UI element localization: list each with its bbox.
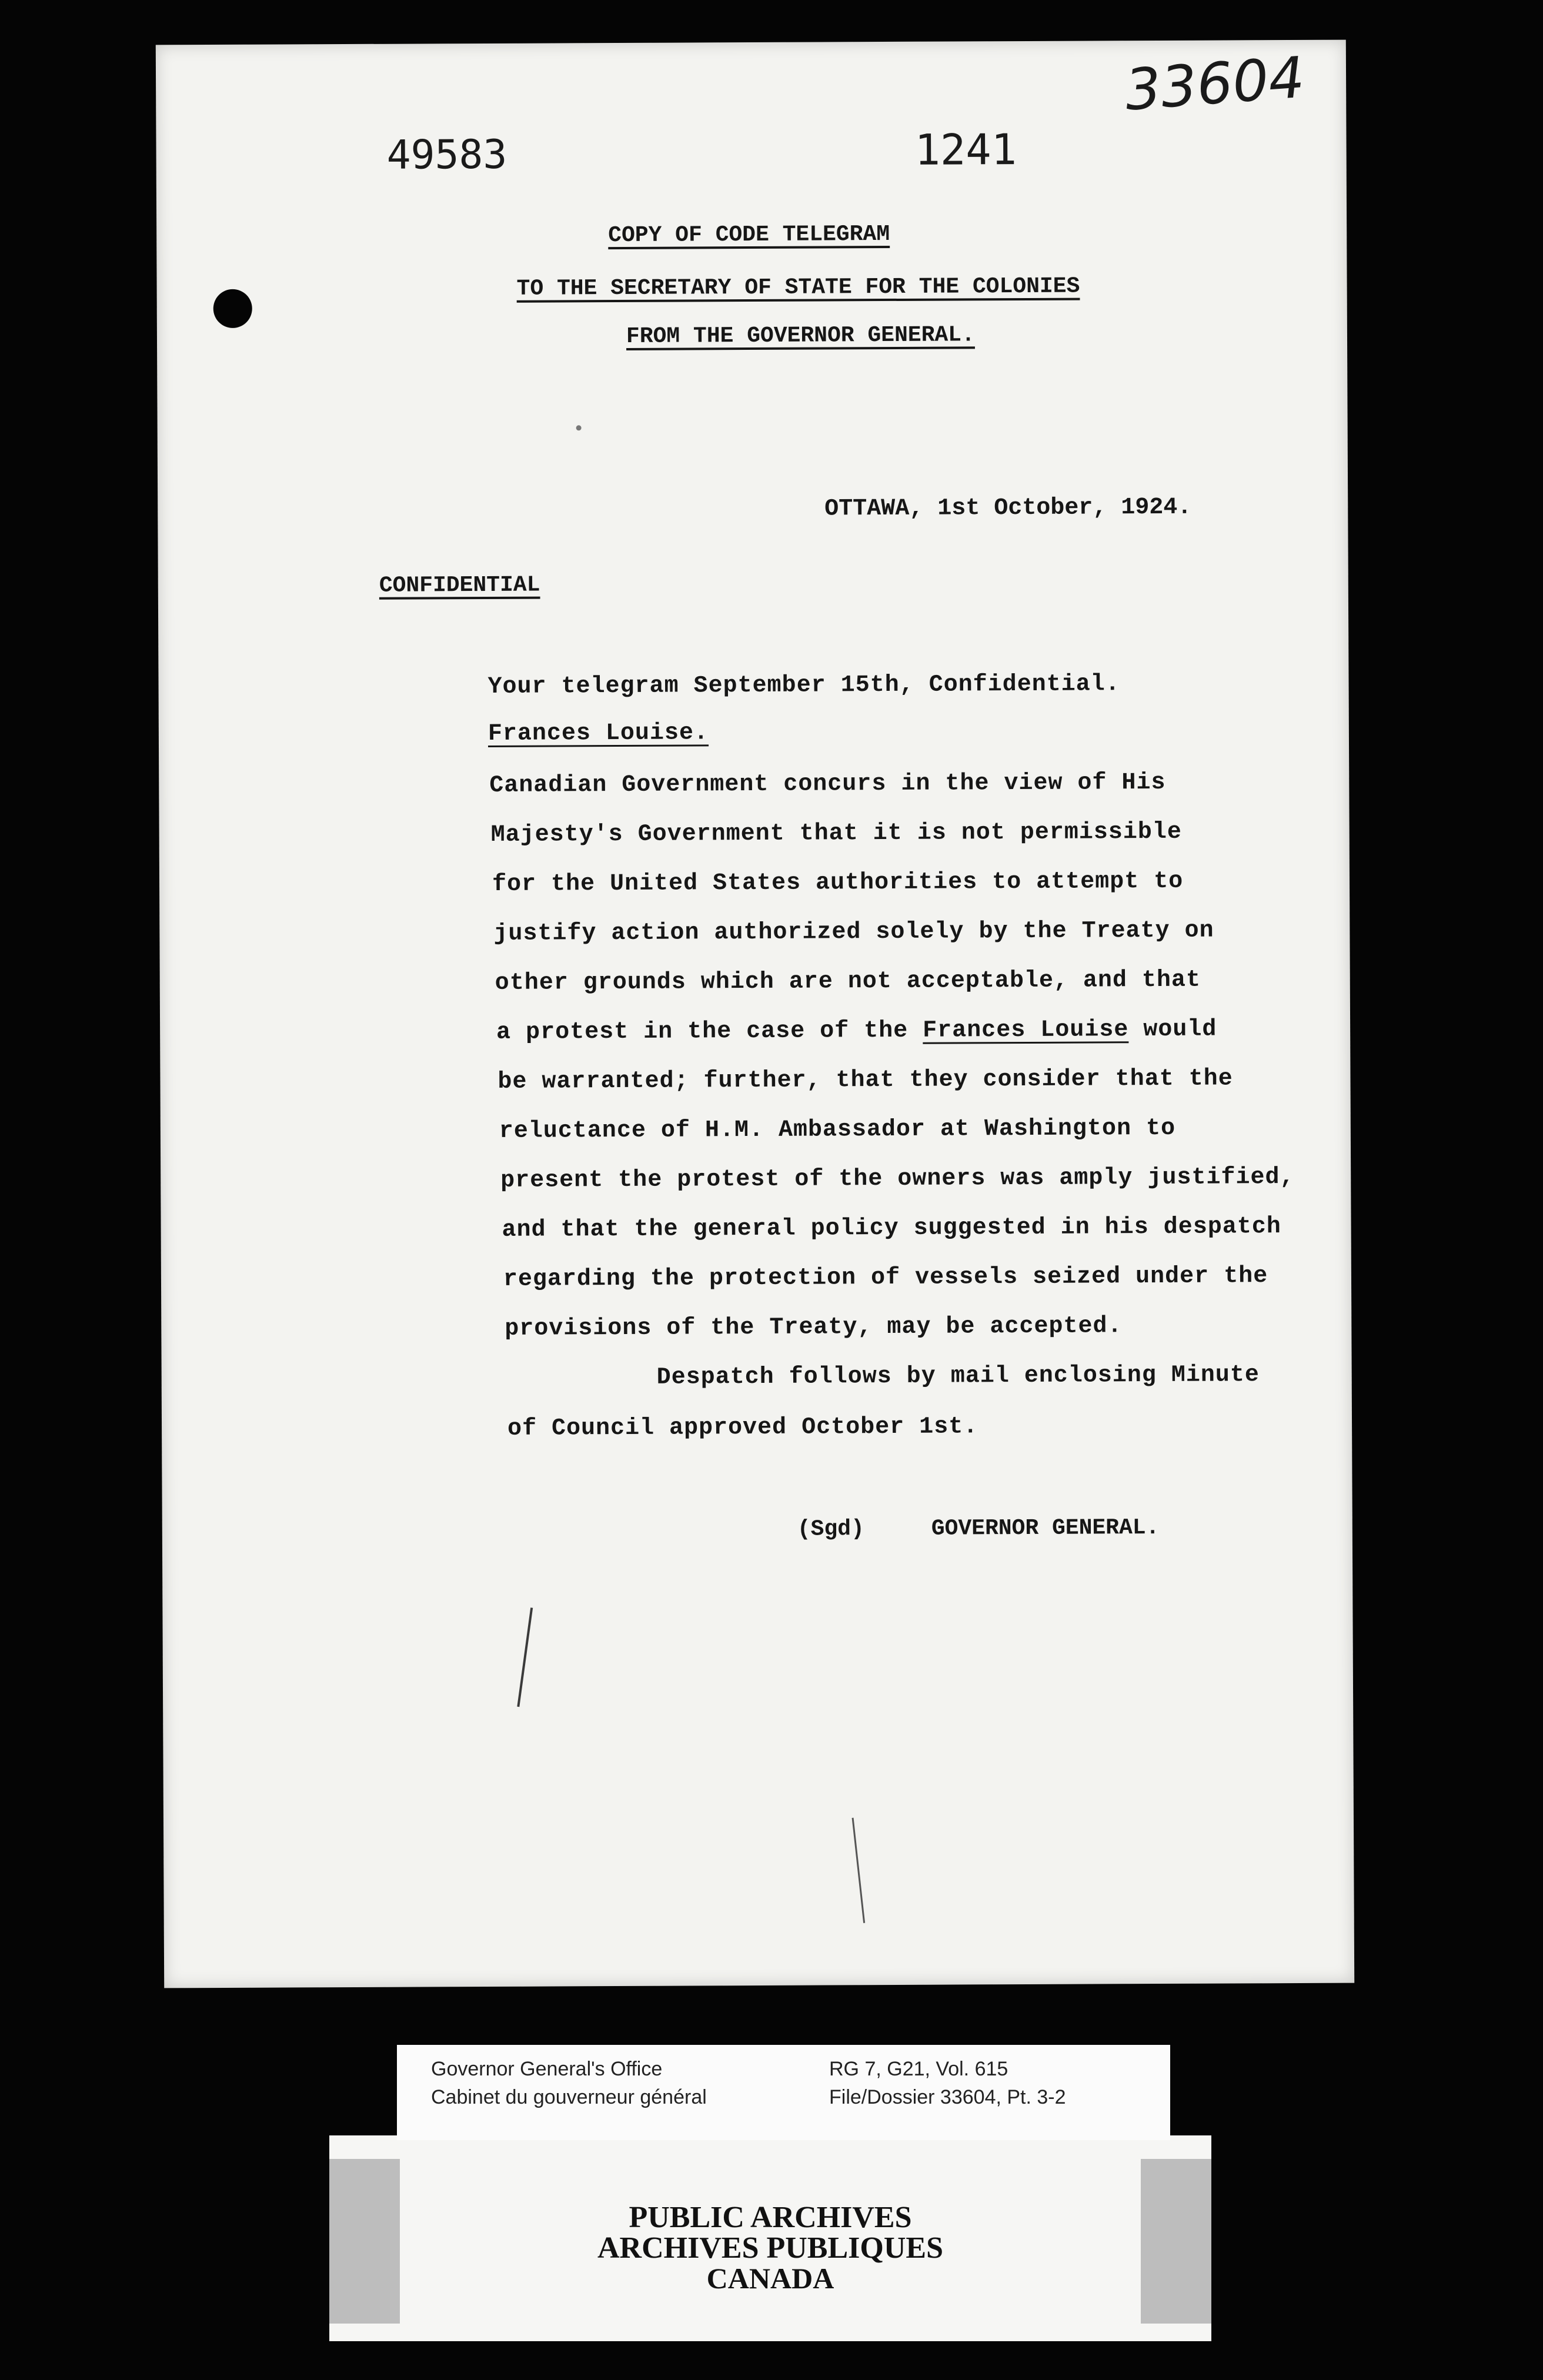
body-line-6 bbox=[496, 1017, 1217, 1046]
office-french: Cabinet du gouverneur général bbox=[431, 2086, 707, 2108]
body-line-12: provisions of the Treaty, may be accepted. bbox=[505, 1313, 1123, 1342]
archive-stamp-strip bbox=[329, 2135, 1211, 2341]
subject-line: Frances Louise. bbox=[487, 720, 709, 747]
punch-hole bbox=[213, 289, 252, 328]
reference-number-left: 49583 bbox=[386, 131, 507, 179]
telegram-reference: Your telegram September 15th, Confidential. bbox=[487, 671, 1120, 700]
body-line-1: Canadian Government concurs in the view of His bbox=[489, 769, 1166, 799]
signature-sgd: (Sgd) bbox=[797, 1516, 864, 1542]
protest-text-end: would bbox=[1128, 1016, 1217, 1044]
dateline: OTTAWA, 1st October, 1924. bbox=[824, 494, 1192, 523]
body-line-3: for the United States authorities to attempt to bbox=[492, 868, 1184, 898]
confidential-marking: CONFIDENTIAL bbox=[379, 572, 540, 599]
despatch-line-1: Despatch follows by mail enclosing Minute bbox=[656, 1362, 1260, 1391]
archive-stamp-line-3: CANADA bbox=[706, 2262, 834, 2295]
telegram-page bbox=[156, 40, 1354, 1988]
ink-speck bbox=[576, 425, 582, 430]
archive-reference-label bbox=[397, 2045, 1170, 2140]
file-reference: File/Dossier 33604, Pt. 3-2 bbox=[829, 2086, 1066, 2108]
signature-name: GOVERNOR GENERAL. bbox=[931, 1515, 1160, 1542]
body-line-4: justify action authorized solely by the Treaty on bbox=[493, 917, 1214, 947]
despatch-line-2: of Council approved October 1st. bbox=[507, 1413, 978, 1442]
office-english: Governor General's Office bbox=[431, 2058, 663, 2080]
heading-line-1: COPY OF CODE TELEGRAM bbox=[608, 221, 890, 249]
body-line-5: other grounds which are not acceptable, and that bbox=[495, 967, 1201, 997]
vessel-name: Frances Louise bbox=[923, 1017, 1129, 1044]
heading-line-2: TO THE SECRETARY OF STATE FOR THE COLONIES bbox=[516, 273, 1080, 302]
body-line-9: present the protest of the owners was amply justified, bbox=[500, 1164, 1295, 1194]
protest-text: a protest in the case of the bbox=[496, 1017, 923, 1046]
archive-stamp-line-2: ARCHIVES PUBLIQUES bbox=[597, 2231, 944, 2265]
body-line-7: be warranted; further, that they consider that the bbox=[497, 1065, 1233, 1095]
record-group-reference: RG 7, G21, Vol. 615 bbox=[829, 2058, 1008, 2080]
body-line-11: regarding the protection of vessels seized under the bbox=[503, 1263, 1268, 1293]
body-line-10: and that the general policy suggested in his despatch bbox=[502, 1214, 1281, 1244]
pencil-mark bbox=[517, 1607, 533, 1707]
heading-line-3: FROM THE GOVERNOR GENERAL. bbox=[626, 322, 975, 349]
body-line-8: reluctance of H.M. Ambassador at Washington to bbox=[499, 1115, 1176, 1145]
reference-number-center: 1241 bbox=[914, 125, 1017, 175]
pencil-mark bbox=[852, 1818, 866, 1923]
body-line-2: Majesty's Government that it is not permissible bbox=[490, 818, 1182, 848]
file-number-annotation: 33604 bbox=[1123, 44, 1307, 123]
archive-stamp-line-1: PUBLIC ARCHIVES bbox=[629, 2201, 912, 2234]
